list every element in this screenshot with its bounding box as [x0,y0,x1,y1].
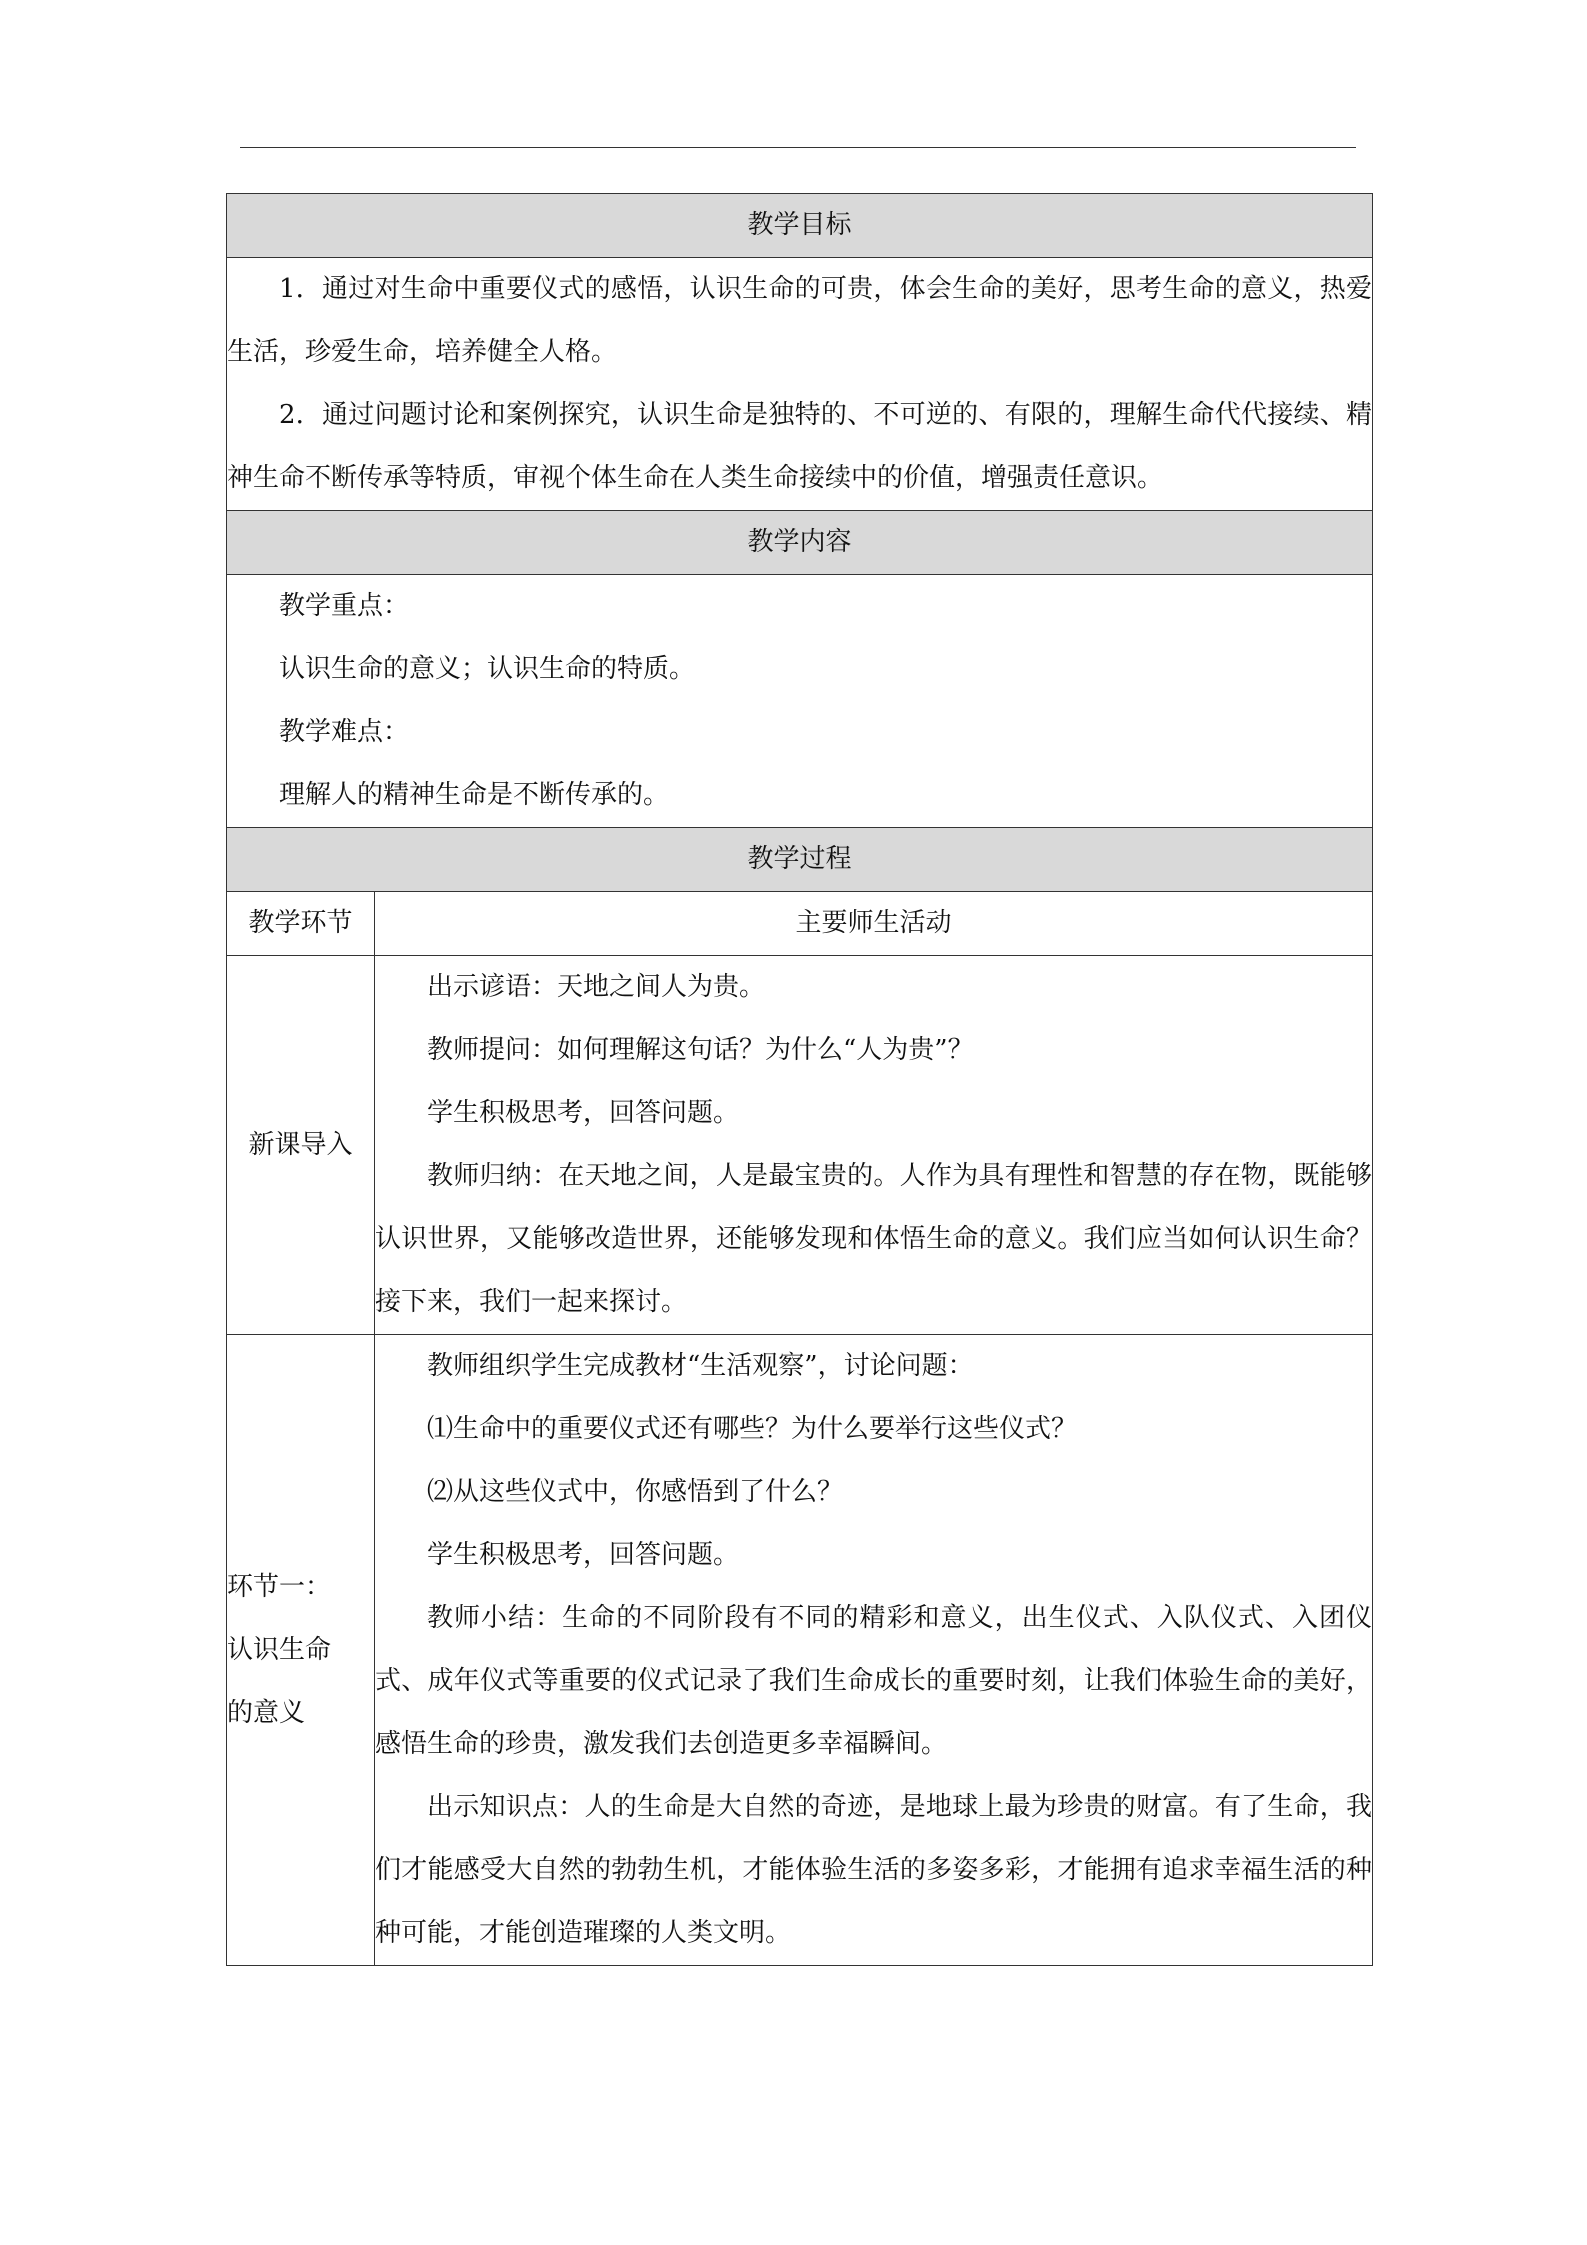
activity-paragraph: 学生积极思考，回答问题。 [427,1098,740,1128]
activity-column-header: 主要师生活动 [375,892,1373,956]
stage-column-header: 教学环节 [227,892,375,956]
objective-item: 1．通过对生命中重要仪式的感悟，认识生命的可贵，体会生命的美好，思考生命的意义，热爱生活，珍爱生命，培养健全人格。 [227,274,1373,367]
activity-cell [375,956,1373,1335]
difficulty-text: 理解人的精神生命是不断传承的。 [279,780,670,810]
header-rule [240,147,1356,148]
objectives-header-row [227,194,1373,258]
objective-item: 2．通过问题讨论和案例探究，认识生命是独特的、不可逆的、有限的，理解生命代代接续、精神生命不断传承等特质，审视个体生命在人类生命接续中的价值，增强责任意识。 [227,400,1373,493]
process-header-row [227,828,1373,892]
activity-cell [375,1335,1373,1966]
objectives-body-row [227,258,1373,511]
activity-paragraph: 出示知识点：人的生命是大自然的奇迹，是地球上最为珍贵的财富。有了生命，我们才能感受大自然的勃勃生机，才能体验生活的多姿多彩，才能拥有追求幸福生活的种种可能，才能创造璀璨的人类文明。 [375,1792,1373,1948]
stage-cell [227,956,375,1335]
process-column-header-row [227,892,1373,956]
key-point-label: 教学重点： [279,591,410,621]
content-title: 教学内容 [227,511,1373,575]
activity-paragraph: 教师小结：生命的不同阶段有不同的精彩和意义，出生仪式、入队仪式、入团仪式、成年仪式等重要的仪式记录了我们生命成长的重要时刻，让我们体验生命的美好，感悟生命的珍贵，激发我们去创造更多幸福瞬间。 [375,1603,1373,1759]
process-row-stage-one [227,1335,1373,1966]
activity-paragraph: ⑴生命中的重要仪式还有哪些？为什么要举行这些仪式？ [427,1414,1078,1444]
activity-paragraph: 教师归纳：在天地之间，人是最宝贵的。人作为具有理性和智慧的存在物，既能够认识世界，又能够改造世界，还能够发现和体悟生命的意义。我们应当如何认识生命？接下来，我们一起来探讨。 [375,1161,1373,1317]
key-point-text: 认识生命的意义；认识生命的特质。 [279,654,696,684]
process-row-intro [227,956,1373,1335]
objectives-title: 教学目标 [227,194,1373,258]
objectives-body [227,258,1373,511]
activity-paragraph: 学生积极思考，回答问题。 [427,1540,740,1570]
stage-label: 新课导入 [248,1129,353,1160]
stage-label: 认识生命 [227,1634,332,1665]
content-header-row [227,511,1373,575]
activity-paragraph: ⑵从这些仪式中，你感悟到了什么？ [427,1477,844,1507]
content-body [227,575,1373,828]
activity-paragraph: 出示谚语：天地之间人为贵。 [427,972,766,1002]
content-body-row [227,575,1373,828]
stage-cell [227,1335,375,1966]
lesson-plan-table [226,193,1373,1966]
activity-paragraph: 教师组织学生完成教材“生活观察”，讨论问题： [427,1351,974,1381]
difficulty-label: 教学难点： [279,717,410,747]
process-title: 教学过程 [227,828,1373,892]
stage-label: 环节一： [227,1571,332,1602]
activity-paragraph: 教师提问：如何理解这句话？为什么“人为贵”？ [427,1035,974,1065]
stage-label: 的意义 [227,1697,306,1728]
